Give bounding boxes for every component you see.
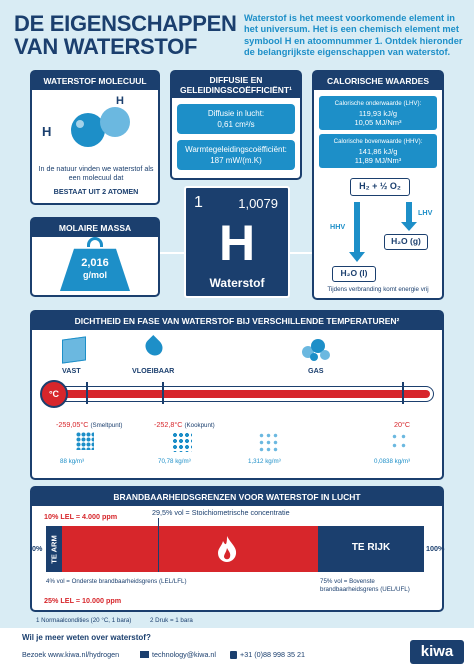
density-value-liquid: 70,78 kg/m³ xyxy=(158,458,191,465)
hhv-box xyxy=(319,134,437,168)
density-icon-gas xyxy=(258,432,278,452)
lhv-arrow xyxy=(406,202,412,224)
footer-email-link[interactable]: technology@kiwa.nl xyxy=(152,650,217,659)
element-tile xyxy=(184,186,290,298)
kiwa-logo xyxy=(410,640,464,664)
water-liquid-box: H₂O (l) xyxy=(332,266,376,282)
diffusion-card xyxy=(170,70,302,180)
email-icon xyxy=(140,651,149,658)
hhv-arrow-head xyxy=(349,252,365,262)
thermometer-unit: °C xyxy=(48,389,60,399)
molar-unit: g/mol xyxy=(83,270,107,280)
calorific-note: Tijdens verbranding komt energie vrij xyxy=(327,286,429,293)
connector-line xyxy=(160,252,184,254)
element-symbol: H xyxy=(218,215,256,271)
lhv-arrow-head xyxy=(401,222,417,231)
lhv-label: Calorische onderwaarde (LHV): xyxy=(334,100,422,107)
stoich-label: 29,5% vol = Stoichiometrische concentratie xyxy=(152,508,290,517)
density-value-gas: 1,312 kg/m³ xyxy=(248,458,281,465)
lhv-value2: 10,05 MJ/Nm³ xyxy=(354,118,402,127)
lower-limit-label: 4% vol = Onderste brandbaarheidsgrens (LEL/LFL) xyxy=(46,578,187,585)
density-value-solid: 88 kg/m³ xyxy=(60,458,85,465)
element-number: 1 xyxy=(194,194,203,211)
diffusion-air-box xyxy=(177,104,295,134)
diffusion-heat-value: 187 mW/(m.K) xyxy=(210,156,262,165)
density-icon-room xyxy=(390,432,410,452)
footer-visit-link[interactable]: Bezoek www.kiwa.nl/hydrogen xyxy=(22,650,120,659)
diffusion-title: DIFFUSIE EN GELEIDINGSCOËFFICIËNT¹ xyxy=(172,72,300,98)
density-title: DICHTHEID EN FASE VAN WATERSTOF BIJ VERSCHILLENDE TEMPERATUREN² xyxy=(32,312,442,330)
melt-temp: -259,05°C (Smeltpunt) xyxy=(56,420,123,429)
molar-title: MOLAIRE MASSA xyxy=(32,219,158,237)
flammability-card xyxy=(30,486,444,612)
rijk-label: TE RIJK xyxy=(351,542,391,553)
hhv-value1: 141,86 kJ/g xyxy=(358,146,398,156)
phase-solid-label: VAST xyxy=(62,366,81,375)
kiwa-logo-text: kiwa xyxy=(420,643,454,660)
reaction-box: H₂ + ½ O₂ xyxy=(350,178,410,196)
lhv-label-text: LHV xyxy=(418,208,433,217)
marker-melt xyxy=(86,382,88,404)
connector-line xyxy=(290,252,312,254)
footer-question: Wil je meer weten over waterstof? xyxy=(22,633,151,642)
element-mass: 1,0079 xyxy=(238,196,278,211)
density-icon-liquid xyxy=(172,432,192,452)
hhv-label: Calorische bovenwaarde (HHV): xyxy=(333,138,423,145)
hhv-label-text: HHV xyxy=(330,222,346,231)
density-icon-solid xyxy=(76,432,94,450)
marker-room xyxy=(402,382,404,404)
thermometer-bulb xyxy=(40,380,68,408)
intro-text: Waterstof is het meest voorkomende element in het universum. Het is een chemisch element met symbool H en atoomnummer 1. Ontdek hieronder de belangrijkste eigenschappen van waterstof. xyxy=(244,13,463,57)
upper-limit-label: 75% vol = Bovenste brandbaarheidsgrens (UEL/UFL) xyxy=(320,578,410,593)
molar-value: 2,016 xyxy=(81,257,109,269)
phase-liquid-label: VLOEIBAAR xyxy=(132,366,175,375)
density-value-room: 0,0838 kg/m³ xyxy=(374,458,411,465)
svg-text:H: H xyxy=(116,95,124,107)
flame-icon xyxy=(216,536,238,562)
molecule-card xyxy=(30,70,160,205)
element-name: Waterstof xyxy=(209,276,265,290)
phase-gas-label: GAS xyxy=(308,366,324,375)
molecule-illustration xyxy=(32,92,158,152)
weight-handle xyxy=(87,237,103,247)
calorific-card xyxy=(312,70,444,300)
lhv-box xyxy=(319,96,437,130)
molecule-text: In de natuur vinden we waterstof als een molecuul dat xyxy=(38,164,154,182)
footnote-1: 1 Normaalcondities (20 °C, 1 bara) xyxy=(36,617,132,624)
molecule-title: WATERSTOF MOLECUUL xyxy=(32,72,158,90)
gas-bubbles-icon xyxy=(300,336,332,362)
stoich-marker xyxy=(158,518,159,572)
room-temp: 20°C xyxy=(394,420,411,429)
ice-cube-icon xyxy=(62,336,86,363)
page-title: DE EIGENSCHAPPEN VAN WATERSTOF xyxy=(14,11,237,59)
molar-card xyxy=(30,217,160,297)
diffusion-air-value: 0,61 cm²/s xyxy=(217,120,255,129)
lel10-label: 10% LEL = 4.000 ppm xyxy=(44,512,118,521)
lhv-value1: 119,93 kJ/g xyxy=(358,108,398,118)
diffusion-air-label: Diffusie in lucht: xyxy=(207,109,265,118)
density-card xyxy=(30,310,444,480)
footer-phone: +31 (0)88 998 35 21 xyxy=(240,650,305,659)
lel25-label: 25% LEL = 10.000 ppm xyxy=(44,596,122,605)
hhv-value2: 11,89 MJ/Nm³ xyxy=(354,156,402,165)
diffusion-heat-box xyxy=(177,140,295,170)
flammability-title: BRANDBAARHEIDSGRENZEN VOOR WATERSTOF IN LUCHT xyxy=(32,488,442,506)
boil-temp: -252,8°C (Kookpunt) xyxy=(154,420,215,429)
pct100-label: 100% xyxy=(426,544,445,553)
calorific-title: CALORISCHE WAARDES xyxy=(314,72,442,90)
thermometer-fill xyxy=(62,390,430,398)
molecule-bold: BESTAAT UIT 2 ATOMEN xyxy=(53,187,139,196)
marker-boil xyxy=(162,382,164,404)
pct0-label: 0% xyxy=(32,544,43,553)
footnote-2: 2 Druk = 1 bara xyxy=(150,617,193,624)
svg-text:H: H xyxy=(42,124,52,139)
phone-icon xyxy=(230,651,237,659)
hhv-arrow xyxy=(354,202,360,254)
arm-label: TE ARM xyxy=(49,535,59,564)
diffusion-heat-label: Warmtegeleidingscoëfficiënt: xyxy=(185,145,287,154)
droplet-icon xyxy=(142,335,166,359)
water-gas-box: H₂O (g) xyxy=(384,234,428,250)
